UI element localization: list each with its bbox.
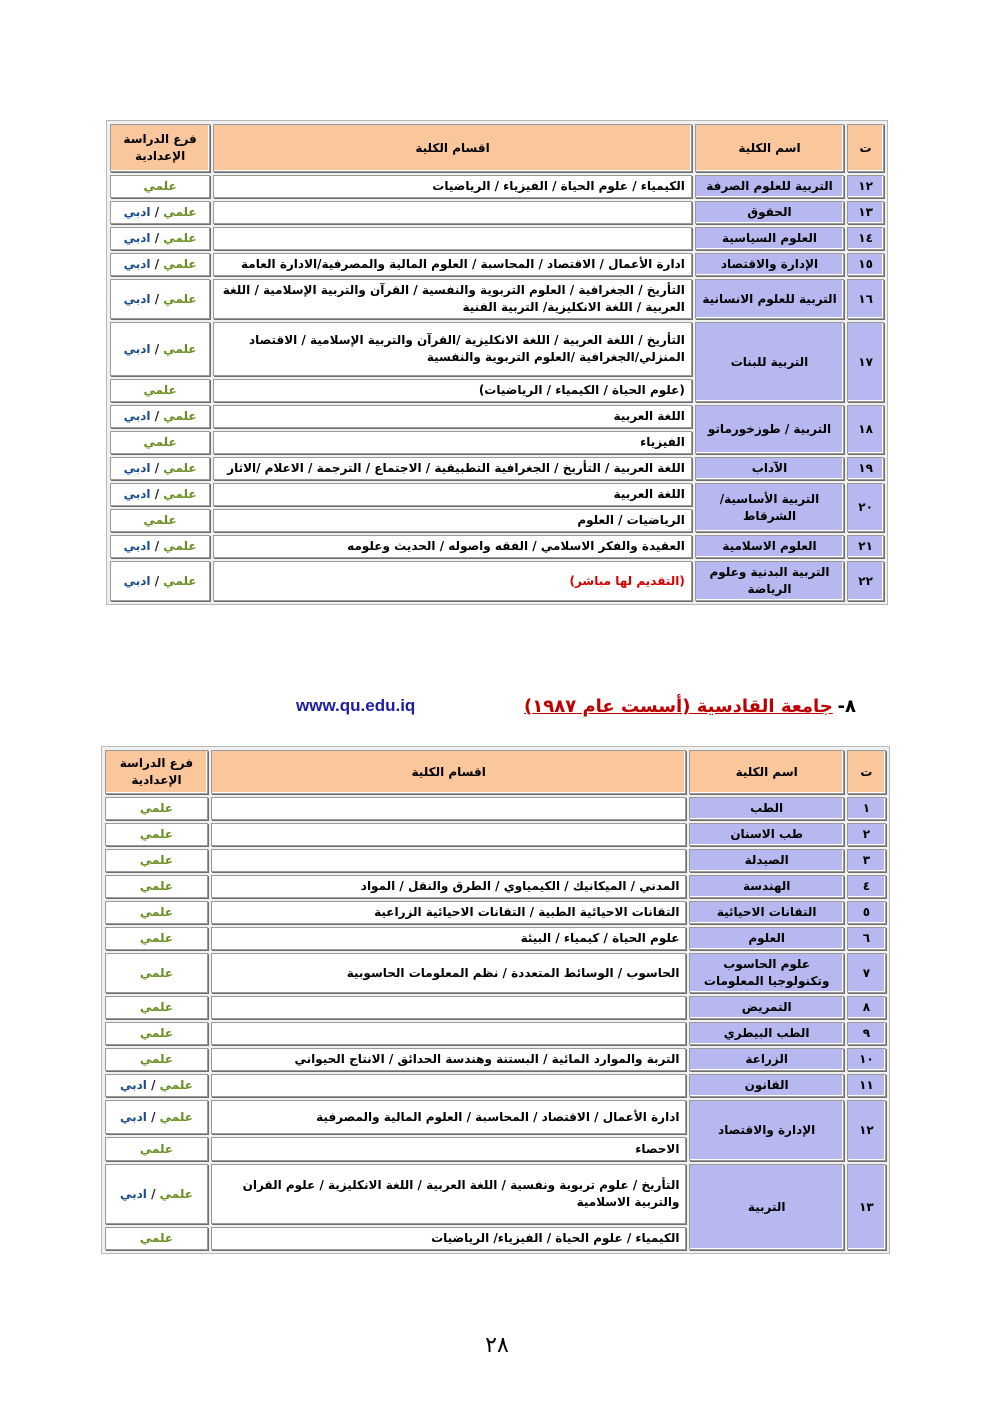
- row-number: ١١: [847, 1074, 886, 1097]
- college-name: الحقوق: [695, 201, 844, 224]
- branch-literary: ادبي: [123, 257, 151, 271]
- row-number: ٩: [847, 1022, 886, 1045]
- departments-cell: اللغة العربية: [213, 405, 692, 428]
- branch-literary: ادبي: [123, 487, 151, 501]
- branch-scientific: علمي: [143, 435, 177, 449]
- branch-cell: [110, 457, 210, 480]
- table-row: [105, 875, 886, 898]
- table-row: [105, 1048, 886, 1071]
- branch-scientific: علمي: [139, 1141, 174, 1156]
- branch-cell: [110, 279, 210, 319]
- departments-cell: [211, 797, 687, 820]
- departments-cell: التأريخ / اللغة العربية / اللغة الانكليزية /القرآن والتربية الإسلامية / الاقتصاد المنزلي/الجغرافية /العلوم التربوية والنفسية: [213, 322, 692, 376]
- row-number: ١٦: [847, 279, 884, 319]
- branch-scientific: علمي: [159, 1078, 193, 1092]
- branch-literary: ادبي: [119, 1109, 147, 1124]
- branch-literary: ادبي: [123, 409, 151, 423]
- branch-cell: [110, 227, 210, 250]
- departments-cell: الكيمياء / علوم الحياة / الفيزياء/ الرياضيات: [211, 1227, 687, 1250]
- branch-literary: ادبي: [123, 539, 151, 553]
- row-number: ١٣: [847, 1164, 886, 1250]
- college-name: علوم الحاسوب وتكنولوجيا المعلومات: [689, 953, 843, 993]
- row-number: ١٤: [847, 227, 884, 250]
- departments-cell: التربة والموارد المائية / البستنة وهندسة الحدائق / الانتاج الحيواني: [211, 1048, 687, 1071]
- branch-cell: [110, 322, 210, 376]
- table-row: [110, 561, 884, 601]
- header-departments: اقسام الكلية: [213, 124, 692, 172]
- college-name: القانون: [689, 1074, 843, 1097]
- branch-literary: ادبي: [119, 1078, 147, 1092]
- table-row: [105, 823, 886, 846]
- direct-admission-note: (التقديم لها مباشر): [569, 573, 685, 588]
- header-branch: فرع الدراسة الإعدادية: [110, 124, 210, 172]
- departments-cell: [213, 227, 692, 250]
- branch-cell: [110, 253, 210, 276]
- college-name: التربية البدنية وعلوم الرياضة: [695, 561, 844, 601]
- row-number: ١٧: [847, 322, 884, 402]
- colleges-table-1: [106, 120, 888, 605]
- row-number: ٨: [847, 996, 886, 1019]
- branch-literary: ادبي: [123, 573, 151, 588]
- branch-separator: /: [146, 1186, 160, 1201]
- branch-literary: ادبي: [123, 461, 151, 475]
- branch-cell: [110, 483, 210, 506]
- branch-separator: /: [150, 341, 164, 356]
- branch-scientific: علمي: [163, 291, 197, 306]
- branch-cell: [110, 201, 210, 224]
- header-number: ت: [847, 124, 884, 172]
- table-row: [105, 1100, 886, 1134]
- branch-literary: ادبي: [123, 341, 151, 356]
- table-row: [110, 535, 884, 558]
- branch-cell: [105, 1137, 208, 1161]
- row-number: ١٥: [847, 253, 884, 276]
- row-number: ٧: [847, 953, 886, 993]
- departments-cell: (علوم الحياة / الكيمياء / الرياضيات): [213, 379, 692, 402]
- branch-scientific: علمي: [143, 179, 177, 193]
- branch-cell: [105, 1074, 208, 1097]
- row-number: ١٨: [847, 405, 884, 454]
- table-row: [110, 457, 884, 480]
- row-number: ٢: [847, 823, 886, 846]
- branch-scientific: علمي: [139, 853, 174, 867]
- college-name: التربية / طوزخورماتو: [695, 405, 844, 454]
- branch-cell: [105, 1164, 208, 1224]
- row-number: ٢١: [847, 535, 884, 558]
- branch-scientific: علمي: [139, 879, 174, 893]
- header-number: ت: [847, 750, 886, 794]
- departments-cell: التأريخ / علوم تربوية ونفسية / اللغة العربية / اللغة الانكليزية / علوم القران والتربية الاسلامية: [211, 1164, 687, 1224]
- branch-cell: [110, 405, 210, 428]
- branch-cell: [105, 901, 208, 924]
- branch-separator: /: [150, 257, 164, 271]
- table-row: [110, 253, 884, 276]
- branch-cell: [105, 823, 208, 846]
- page-number: ٢٨: [485, 1333, 509, 1358]
- college-name: الإدارة والاقتصاد: [689, 1100, 843, 1161]
- row-number: ٥: [847, 901, 886, 924]
- row-number: ١: [847, 797, 886, 820]
- branch-cell: [105, 927, 208, 950]
- section-heading: [296, 696, 856, 722]
- branch-scientific: علمي: [139, 965, 174, 980]
- departments-cell: الفيزياء: [213, 431, 692, 454]
- college-name: التربية للعلوم الانسانية: [695, 279, 844, 319]
- branch-scientific: علمي: [139, 905, 174, 919]
- branch-cell: [105, 1227, 208, 1250]
- college-name: طب الاسنان: [689, 823, 843, 846]
- row-number: ١٩: [847, 457, 884, 480]
- branch-scientific: علمي: [139, 801, 174, 815]
- header-college: اسم الكلية: [689, 750, 843, 794]
- college-name: الطب: [689, 797, 843, 820]
- branch-cell: [110, 509, 210, 532]
- college-name: التربية للعلوم الصرفة: [695, 175, 844, 198]
- university-title: جامعة القادسية (أسست عام ١٩٨٧): [524, 696, 833, 717]
- table-row: [105, 996, 886, 1019]
- branch-scientific: علمي: [163, 461, 197, 475]
- branch-separator: /: [146, 1109, 160, 1124]
- table-row: [105, 1074, 886, 1097]
- table-row: [105, 849, 886, 872]
- branch-scientific: علمي: [139, 1231, 174, 1245]
- branch-separator: /: [150, 539, 164, 553]
- branch-scientific: علمي: [163, 231, 197, 245]
- branch-separator: /: [150, 291, 164, 306]
- branch-scientific: علمي: [163, 539, 197, 553]
- row-number: ٦: [847, 927, 886, 950]
- branch-cell: [105, 1048, 208, 1071]
- branch-literary: ادبي: [123, 231, 151, 245]
- branch-scientific: علمي: [163, 257, 197, 271]
- departments-cell: المدني / الميكانيك / الكيمياوي / الطرق والنقل / المواد: [211, 875, 687, 898]
- table-row: [105, 797, 886, 820]
- row-number: ٤: [847, 875, 886, 898]
- branch-cell: [105, 1100, 208, 1134]
- colleges-table-2: [101, 746, 890, 1254]
- branch-cell: [110, 431, 210, 454]
- branch-separator: /: [150, 461, 164, 475]
- college-name: التمريض: [689, 996, 843, 1019]
- table-row: [105, 927, 886, 950]
- college-name: التربية الأساسية/الشرقاط: [695, 483, 844, 532]
- branch-scientific: علمي: [139, 827, 174, 841]
- departments-cell: [211, 1074, 687, 1097]
- departments-cell: اللغة العربية / التأريخ / الجغرافية التطبيقية / الاجتماع / الترجمة / الاعلام /الاثار: [213, 457, 692, 480]
- branch-cell: [105, 996, 208, 1019]
- departments-cell: الكيمياء / علوم الحياة / الفيزياء / الرياضيات: [213, 175, 692, 198]
- branch-cell: [105, 875, 208, 898]
- branch-scientific: علمي: [143, 513, 177, 527]
- branch-literary: ادبي: [123, 291, 151, 306]
- departments-cell: العقيدة والفكر الاسلامي / الفقه واصوله / الحديث وعلومه: [213, 535, 692, 558]
- departments-cell: ادارة الأعمال / الاقتصاد / المحاسبة / العلوم المالية والمصرفية: [211, 1100, 687, 1134]
- branch-scientific: علمي: [143, 383, 177, 397]
- branch-scientific: علمي: [159, 1186, 193, 1201]
- branch-scientific: علمي: [139, 1026, 174, 1040]
- header-branch: فرع الدراسة الإعدادية: [105, 750, 208, 794]
- table-row: [105, 901, 886, 924]
- college-name: التربية: [689, 1164, 843, 1250]
- college-name: الصيدلة: [689, 849, 843, 872]
- table-row: [110, 175, 884, 198]
- header-departments: اقسام الكلية: [211, 750, 687, 794]
- branch-literary: ادبي: [123, 205, 151, 219]
- college-name: العلوم: [689, 927, 843, 950]
- departments-cell: الاحصاء: [211, 1137, 687, 1161]
- departments-cell: علوم الحياة / كيمياء / البيئة: [211, 927, 687, 950]
- college-name: الزراعة: [689, 1048, 843, 1071]
- branch-scientific: علمي: [139, 1000, 174, 1014]
- branch-cell: [110, 561, 210, 601]
- college-name: التربية للبنات: [695, 322, 844, 402]
- branch-scientific: علمي: [163, 573, 197, 588]
- university-website: www.qu.edu.iq: [296, 696, 416, 715]
- college-name: التقانات الاحيائية: [689, 901, 843, 924]
- branch-separator: /: [150, 573, 164, 588]
- departments-cell: ادارة الأعمال / الاقتصاد / المحاسبة / العلوم المالية والمصرفية/الادارة العامة: [213, 253, 692, 276]
- branch-cell: [110, 175, 210, 198]
- branch-separator: /: [150, 487, 164, 501]
- departments-cell: [211, 1022, 687, 1045]
- departments-cell: الحاسوب / الوسائط المتعددة / نظم المعلومات الحاسوبية: [211, 953, 687, 993]
- header-college: اسم الكلية: [695, 124, 844, 172]
- row-number: ٢٢: [847, 561, 884, 601]
- departments-cell: [211, 823, 687, 846]
- college-name: الهندسة: [689, 875, 843, 898]
- departments-cell: [211, 849, 687, 872]
- college-name: الإدارة والاقتصاد: [695, 253, 844, 276]
- branch-scientific: علمي: [139, 931, 174, 945]
- departments-cell: التقانات الاحيائية الطبية / التقانات الاحيائية الزراعية: [211, 901, 687, 924]
- table-row: [110, 322, 884, 376]
- branch-scientific: علمي: [163, 487, 197, 501]
- table-row: [105, 1022, 886, 1045]
- branch-separator: /: [150, 231, 164, 245]
- branch-cell: [105, 953, 208, 993]
- row-number: ١٢: [847, 1100, 886, 1161]
- branch-scientific: علمي: [139, 1052, 174, 1066]
- row-number: ٢٠: [847, 483, 884, 532]
- departments-cell: التأريخ / الجغرافية / العلوم التربوية والنفسية / القرآن والتربية الإسلامية / اللغة العربية / اللغة الانكليزية/ التربية الفنية: [213, 279, 692, 319]
- branch-cell: [110, 535, 210, 558]
- college-name: الآداب: [695, 457, 844, 480]
- row-number: ١٣: [847, 201, 884, 224]
- departments-cell: اللغة العربية: [213, 483, 692, 506]
- table-row: [110, 405, 884, 428]
- table-row: [105, 1164, 886, 1224]
- college-name: العلوم الاسلامية: [695, 535, 844, 558]
- branch-cell: [105, 1022, 208, 1045]
- row-number: ٣: [847, 849, 886, 872]
- college-name: الطب البيطري: [689, 1022, 843, 1045]
- branch-cell: [110, 379, 210, 402]
- table-row: [105, 953, 886, 993]
- table-row: [110, 227, 884, 250]
- row-number: ١٠: [847, 1048, 886, 1071]
- branch-scientific: علمي: [159, 1109, 193, 1124]
- table-row: [110, 483, 884, 506]
- departments-cell: [211, 996, 687, 1019]
- branch-scientific: علمي: [163, 409, 197, 423]
- branch-literary: ادبي: [119, 1186, 147, 1201]
- departments-cell: [213, 201, 692, 224]
- table-row: [110, 201, 884, 224]
- table-row: [110, 279, 884, 319]
- college-name: العلوم السياسية: [695, 227, 844, 250]
- section-number: ٨-: [837, 696, 856, 717]
- row-number: ١٢: [847, 175, 884, 198]
- branch-cell: [105, 849, 208, 872]
- branch-cell: [105, 797, 208, 820]
- branch-scientific: علمي: [163, 205, 197, 219]
- branch-scientific: علمي: [163, 341, 197, 356]
- branch-separator: /: [150, 409, 164, 423]
- branch-separator: /: [146, 1078, 160, 1092]
- departments-cell: الرياضيات / العلوم: [213, 509, 692, 532]
- departments-cell: [213, 561, 692, 601]
- branch-separator: /: [150, 205, 164, 219]
